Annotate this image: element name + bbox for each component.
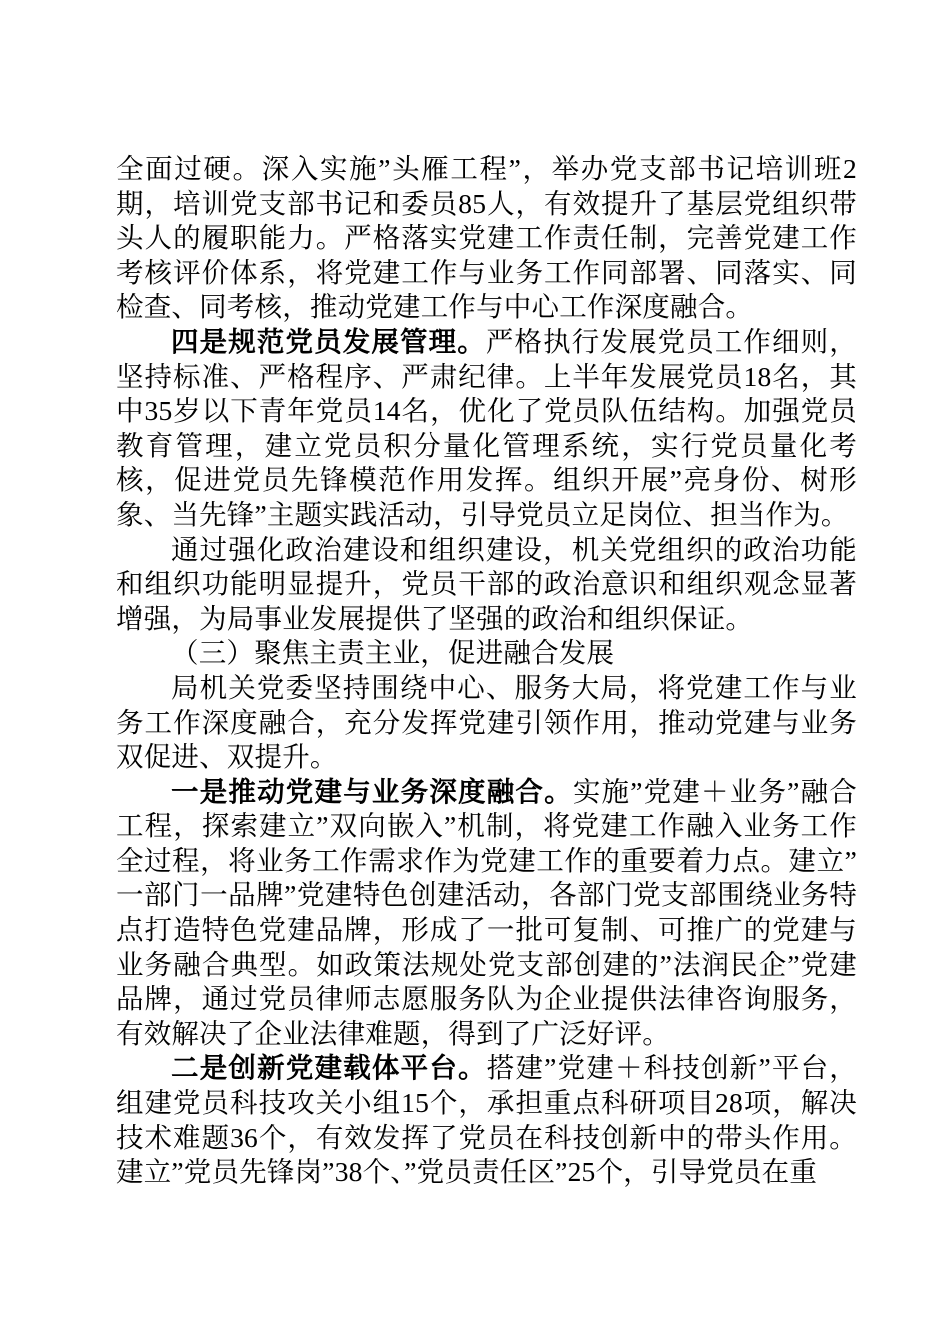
paragraph-text: 严格执行发展党员工作细则，坚持标准、严格程序、严肃纪律。上半年发展党员18名，其中35岁以下青年党员14名，优化了党员队伍结构。加强党员教育管理，建立党员积分量化管理系统，实行党员量化考核，促进党员先锋模范作用发挥。组织开展”亮身份、树形象、当先锋”主题实践活动，引导党员立足岗位、担当作为。	[116, 325, 857, 530]
paragraph-text: 搭建”党建＋科技创新”平台，组建党员科技攻关小组15个，承担重点科研项目28项，解决技术难题36个，有效发挥了党员在科技创新中的带头作用。建立”党员先锋岗”38个、”党员责任区”25个，引导党员在重	[116, 1052, 858, 1188]
section-heading-text: （三）聚焦主责主业，促进融合发展	[171, 637, 615, 669]
section-heading	[116, 636, 857, 671]
paragraph-lead: 一是推动党建与业务深度融合。	[171, 775, 573, 807]
paragraph-text: 全面过硬。深入实施”头雁工程”，举办党支部书记培训班2期，培训党支部书记和委员85人，有效提升了基层党组织带头人的履职能力。严格落实党建工作责任制，完善党建工作考核评价体系，将党建工作与业务工作同部署、同落实、同检查、同考核，推动党建工作与中心工作深度融合。	[116, 153, 857, 323]
paragraph	[116, 533, 857, 637]
paragraph-text: 局机关党委坚持围绕中心、服务大局，将党建工作与业务工作深度融合，充分发挥党建引领作用，推动党建与业务双促进、双提升。	[116, 671, 857, 773]
paragraph-continuation	[116, 152, 857, 325]
paragraph-text: 通过强化政治建设和组织建设，机关党组织的政治功能和组织功能明显提升，党员干部的政治意识和组织观念显著增强，为局事业发展提供了坚强的政治和组织保证。	[116, 533, 857, 634]
document-body	[116, 152, 857, 1190]
paragraph	[116, 1051, 857, 1189]
paragraph	[116, 325, 857, 533]
paragraph	[116, 775, 857, 1052]
paragraph-lead: 四是规范党员发展管理。	[171, 325, 486, 357]
paragraph	[116, 671, 857, 775]
paragraph-lead: 二是创新党建载体平台。	[171, 1052, 487, 1084]
paragraph-text: 实施”党建＋业务”融合工程，探索建立”双向嵌入”机制，将党建工作融入业务工作全过程，将业务工作需求作为党建工作的重要着力点。建立”一部门一品牌”党建特色创建活动，各部门党支部围绕业务特点打造特色党建品牌，形成了一批可复制、可推广的党建与业务融合典型。如政策法规处党支部创建的”法润民企”党建品牌，通过党员律师志愿服务队为企业提供法律咨询服务，有效解决了企业法律难题，得到了广泛好评。	[116, 775, 857, 1049]
